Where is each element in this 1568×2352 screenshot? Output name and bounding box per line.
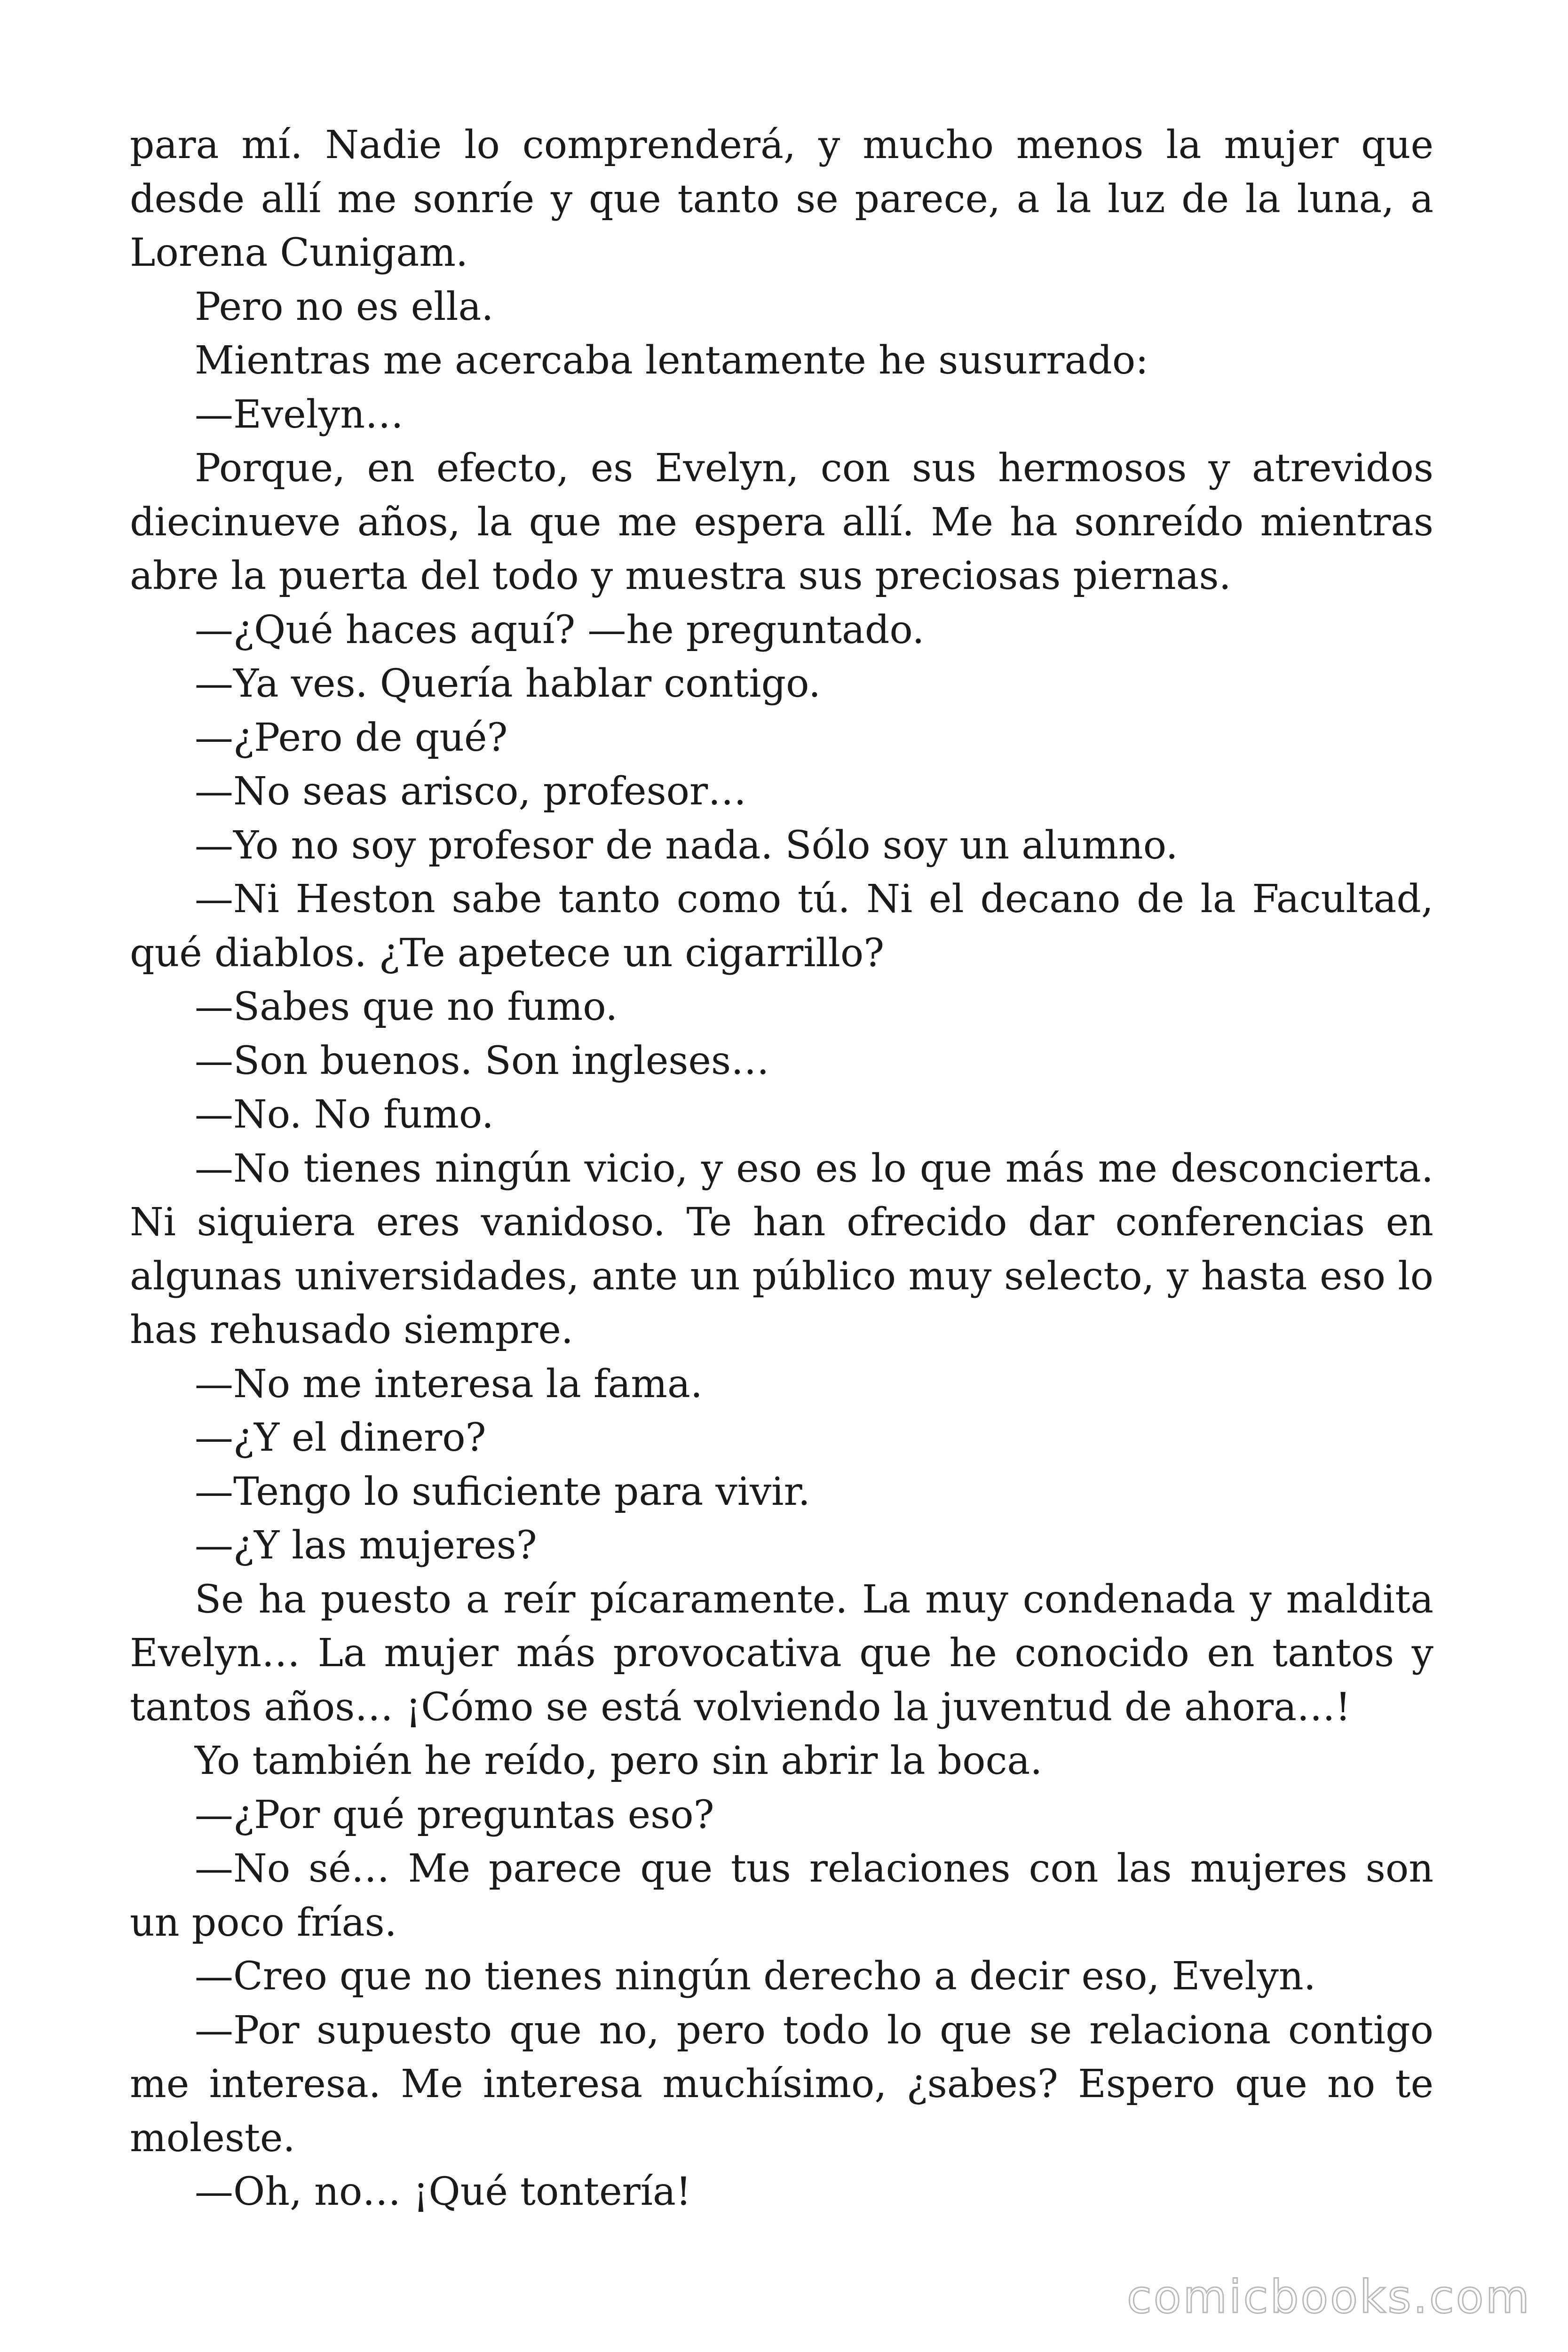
paragraph: —¿Qué haces aquí? —he preguntado.	[195, 607, 925, 652]
paragraph: Mientras me acercaba lentamente he susurrado:	[195, 338, 1148, 383]
paragraph: Pero no es ella.	[195, 284, 494, 329]
paragraph: Se ha puesto a reír pícaramente. La muy condenada y maldita Evelyn… La mujer más provocativa que he conocido en tantos y tantos años… ¡Cómo se está volviendo la juventud de ahora…!	[130, 1577, 1433, 1730]
paragraph: —Sabes que no fumo.	[195, 985, 618, 1029]
paragraph: —No seas arisco, profesor…	[195, 769, 747, 814]
paragraph: —Creo que no tienes ningún derecho a decir eso, Evelyn.	[195, 1954, 1316, 1999]
paragraph: —¿Por qué preguntas eso?	[195, 1792, 714, 1837]
paragraph: —¿Y el dinero?	[195, 1415, 486, 1460]
paragraph: —No me interesa la fama.	[195, 1361, 703, 1406]
paragraph: —¿Y las mujeres?	[195, 1523, 537, 1568]
paragraph: —¿Pero de qué?	[195, 715, 508, 760]
book-page-text	[130, 119, 1433, 2219]
paragraph: Yo también he reído, pero sin abrir la boca.	[195, 1739, 1043, 1783]
paragraph: —Son buenos. Son ingleses…	[195, 1038, 770, 1083]
watermark-logo: comicbooks.com	[1126, 2271, 1531, 2323]
paragraph: —Tengo lo suficiente para vivir.	[195, 1469, 810, 1514]
paragraph: Porque, en efecto, es Evelyn, con sus hermosos y atrevidos diecinueve años, la que me espera allí. Me ha sonreído mientras abre la puerta del todo y muestra sus preciosas piernas.	[130, 446, 1433, 598]
paragraph: —Yo no soy profesor de nada. Sólo soy un alumno.	[195, 823, 1178, 868]
paragraph: —Evelyn…	[195, 392, 404, 437]
paragraph: para mí. Nadie lo comprenderá, y mucho menos la mujer que desde allí me sonríe y que tanto se parece, a la luz de la luna, a Lorena Cunigam.	[130, 123, 1433, 275]
paragraph: —Oh, no… ¡Qué tontería!	[195, 2169, 691, 2214]
paragraph: —No. No fumo.	[195, 1092, 494, 1137]
paragraph: —No tienes ningún vicio, y eso es lo que más me desconcierta. Ni siquiera eres vanidoso. Te han ofrecido dar conferencias en algunas universidades, ante un público muy selecto, y hasta eso lo has rehusado siempre.	[130, 1146, 1433, 1352]
paragraph: —Ya ves. Quería hablar contigo.	[195, 661, 821, 706]
paragraph: —Ni Heston sabe tanto como tú. Ni el decano de la Facultad, qué diablos. ¿Te apetece un cigarrillo?	[130, 877, 1433, 976]
paragraph: —No sé… Me parece que tus relaciones con las mujeres son un poco frías.	[130, 1846, 1433, 1945]
paragraph: —Por supuesto que no, pero todo lo que se relaciona contigo me interesa. Me interesa muchísimo, ¿sabes? Espero que no te moleste.	[130, 2008, 1433, 2161]
